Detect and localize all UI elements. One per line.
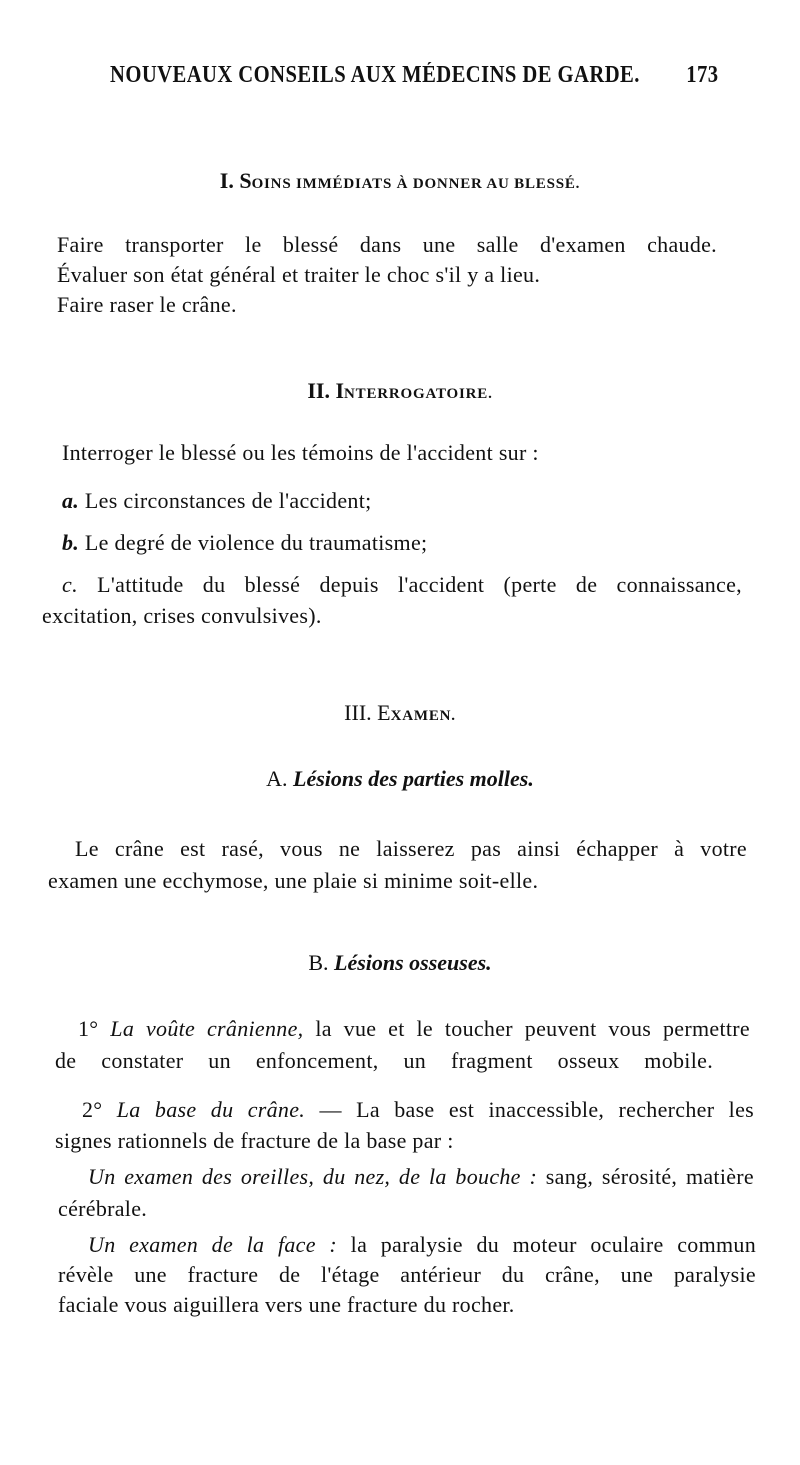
paragraph-number: 2° bbox=[82, 1097, 103, 1122]
running-head bbox=[110, 62, 719, 89]
section-heading-1 bbox=[0, 168, 800, 194]
paragraph-text: la paralysie du moteur oculaire commun bbox=[337, 1232, 757, 1257]
section-numeral: III. bbox=[344, 700, 372, 725]
list-letter: c. bbox=[62, 572, 78, 597]
subheading-a bbox=[0, 766, 800, 792]
section-title-rest: NTERROGATOIRE. bbox=[344, 386, 493, 402]
subheading-title: Lésions des parties molles. bbox=[293, 766, 534, 791]
paragraph-number: 1° bbox=[78, 1016, 99, 1041]
section-title-cap: S bbox=[239, 168, 252, 193]
paragraph-line: signes rationnels de fracture de la base par : bbox=[55, 1128, 454, 1153]
paragraph-line: faciale vous aiguillera vers une fracture du rocher. bbox=[58, 1292, 515, 1317]
paragraph-line: Le crâne est rasé, vous ne laisserez pas ainsi échapper à votre bbox=[75, 836, 747, 861]
paragraph-line: Faire raser le crâne. bbox=[57, 292, 237, 317]
paragraph-line bbox=[78, 1016, 750, 1042]
list-item bbox=[62, 572, 742, 598]
paragraph-line: Évaluer son état général et traiter le choc s'il y a lieu. bbox=[57, 262, 541, 287]
list-letter: a. bbox=[62, 488, 80, 513]
list-text: Les circonstances de l'accident; bbox=[84, 488, 372, 513]
paragraph-line bbox=[82, 1097, 754, 1123]
section-title-rest: OINS IMMÉDIATS À DONNER AU BLESSÉ. bbox=[251, 176, 581, 192]
paragraph-line: excitation, crises convulsives). bbox=[42, 603, 322, 628]
section-numeral: I. bbox=[219, 168, 234, 193]
section-heading-3 bbox=[0, 700, 800, 726]
paragraph-line: de constater un enfoncement, un fragment osseux mobile. bbox=[55, 1048, 713, 1073]
subheading-letter: A. bbox=[266, 766, 288, 791]
paragraph-line: cérébrale. bbox=[58, 1196, 148, 1221]
italic-lead: La voûte crânienne, bbox=[110, 1016, 304, 1041]
list-item bbox=[62, 530, 427, 556]
paragraph-line bbox=[88, 1164, 754, 1190]
paragraph-text: sang, sérosité, matière bbox=[537, 1164, 754, 1189]
list-text: Le degré de violence du traumatisme; bbox=[84, 530, 428, 555]
italic-lead: Un examen de la face : bbox=[88, 1232, 338, 1257]
italic-lead: Un examen des oreilles, du nez, de la bouche : bbox=[88, 1164, 538, 1189]
paragraph-text: — La base est inaccessible, rechercher les bbox=[305, 1097, 754, 1122]
subheading-title: Lésions osseuses. bbox=[334, 950, 492, 975]
page-number: 173 bbox=[686, 62, 719, 88]
list-letter: b. bbox=[62, 530, 80, 555]
section-title-rest: XAMEN. bbox=[390, 708, 456, 724]
subheading-letter: B. bbox=[308, 950, 329, 975]
paragraph-line: Interroger le blessé ou les témoins de l'accident sur : bbox=[62, 440, 539, 465]
subheading-b bbox=[0, 950, 800, 976]
paragraph-line bbox=[88, 1232, 756, 1258]
list-text: L'attitude du blessé depuis l'accident (perte de connaissance, bbox=[97, 572, 742, 597]
italic-lead: La base du crâne. bbox=[116, 1097, 306, 1122]
paragraph-text: la vue et le toucher peuvent vous permettre bbox=[303, 1016, 750, 1041]
section-heading-2 bbox=[0, 378, 800, 404]
section-numeral: II. bbox=[307, 378, 330, 403]
running-title: NOUVEAUX CONSEILS AUX MÉDECINS DE GARDE. bbox=[110, 62, 640, 88]
section-title-cap: E bbox=[377, 700, 391, 725]
paragraph-line: examen une ecchymose, une plaie si minime soit-elle. bbox=[48, 868, 539, 893]
section-title-cap: I bbox=[335, 378, 345, 403]
list-item bbox=[62, 488, 372, 514]
paragraph-line: révèle une fracture de l'étage antérieur du crâne, une paralysie bbox=[58, 1262, 756, 1287]
paragraph-line: Faire transporter le blessé dans une salle d'examen chaude. bbox=[57, 232, 717, 257]
